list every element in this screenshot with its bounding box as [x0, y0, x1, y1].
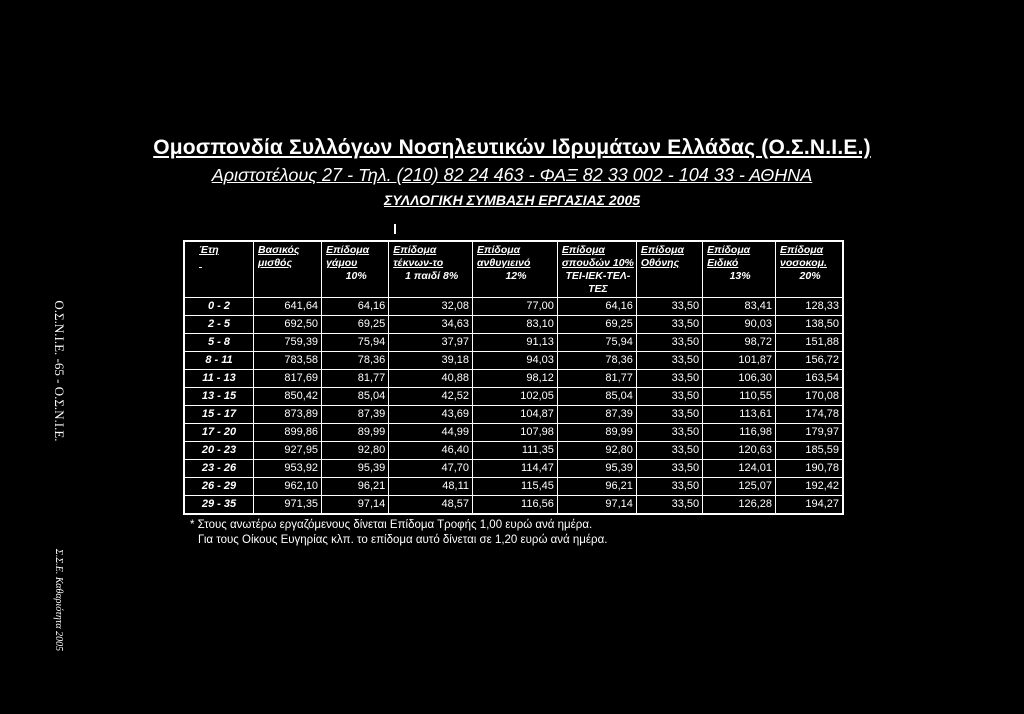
amount-cell: 87,39: [322, 406, 389, 424]
years-cell: 20 - 23: [184, 442, 253, 460]
amount-cell: 33,50: [636, 460, 702, 478]
years-cell: 2 - 5: [184, 316, 253, 334]
amount-cell: 78,36: [557, 352, 636, 370]
table-row: [184, 370, 843, 388]
column-header-l2: [199, 257, 251, 270]
amount-cell: 641,64: [253, 298, 321, 316]
amount-cell: 953,92: [253, 460, 321, 478]
column-header-l2: Οθόνης: [640, 257, 680, 269]
column-header: [253, 241, 321, 298]
years-cell: 8 - 11: [184, 352, 253, 370]
amount-cell: 89,99: [557, 424, 636, 442]
column-header-l1: Έτη: [199, 244, 219, 256]
amount-cell: 44,99: [389, 424, 473, 442]
amount-cell: 95,39: [322, 460, 389, 478]
column-header: [703, 241, 776, 298]
table-row: [184, 316, 843, 334]
table-row: [184, 406, 843, 424]
amount-cell: 126,28: [703, 496, 776, 515]
column-header-l3: 20%: [799, 270, 821, 282]
amount-cell: 33,50: [636, 496, 702, 515]
column-header-l2: μισθός: [257, 257, 293, 269]
amount-cell: 81,77: [322, 370, 389, 388]
amount-cell: 42,52: [389, 388, 473, 406]
amount-cell: 120,63: [703, 442, 776, 460]
amount-cell: 192,42: [776, 478, 843, 496]
column-header-l1: Επίδομα: [393, 244, 437, 256]
amount-cell: 75,94: [322, 334, 389, 352]
years-cell: 5 - 8: [184, 334, 253, 352]
years-cell: 29 - 35: [184, 496, 253, 515]
column-header-l1: Επίδομα: [640, 244, 684, 256]
notes: [190, 518, 607, 548]
amount-cell: 110,55: [703, 388, 776, 406]
column-header: [184, 241, 253, 298]
column-header: [473, 241, 558, 298]
amount-cell: 151,88: [776, 334, 843, 352]
amount-cell: 783,58: [253, 352, 321, 370]
amount-cell: 83,10: [473, 316, 558, 334]
table-body: [184, 298, 843, 515]
table-row: [184, 298, 843, 316]
amount-cell: 102,05: [473, 388, 558, 406]
amount-cell: 85,04: [557, 388, 636, 406]
amount-cell: 64,16: [557, 298, 636, 316]
table-row: [184, 460, 843, 478]
column-header: [322, 241, 389, 298]
table-row: [184, 388, 843, 406]
column-header-l1: Επίδομα: [326, 244, 370, 256]
amount-cell: 817,69: [253, 370, 321, 388]
amount-cell: 81,77: [557, 370, 636, 388]
amount-cell: 96,21: [557, 478, 636, 496]
amount-cell: 39,18: [389, 352, 473, 370]
amount-cell: 98,72: [703, 334, 776, 352]
column-header-l2: ανθυγιεινό: [477, 257, 531, 269]
amount-cell: 33,50: [636, 424, 702, 442]
amount-cell: 190,78: [776, 460, 843, 478]
amount-cell: 179,97: [776, 424, 843, 442]
years-cell: 13 - 15: [184, 388, 253, 406]
column-header-l1: Βασικός: [257, 244, 300, 256]
amount-cell: 89,99: [322, 424, 389, 442]
table-row: [184, 334, 843, 352]
table-row: [184, 352, 843, 370]
amount-cell: 48,11: [389, 478, 473, 496]
amount-cell: 33,50: [636, 298, 702, 316]
amount-cell: 75,94: [557, 334, 636, 352]
amount-cell: 87,39: [557, 406, 636, 424]
amount-cell: 85,04: [322, 388, 389, 406]
amount-cell: 48,57: [389, 496, 473, 515]
amount-cell: 33,50: [636, 316, 702, 334]
amount-cell: 138,50: [776, 316, 843, 334]
table-row: [184, 496, 843, 515]
amount-cell: 163,54: [776, 370, 843, 388]
column-header: [557, 241, 636, 298]
amount-cell: 69,25: [322, 316, 389, 334]
amount-cell: 92,80: [557, 442, 636, 460]
amount-cell: 170,08: [776, 388, 843, 406]
amount-cell: 33,50: [636, 478, 702, 496]
column-header-l3: [258, 270, 319, 283]
amount-cell: 124,01: [703, 460, 776, 478]
amount-cell: 128,33: [776, 298, 843, 316]
column-header-l1: Επίδομα: [561, 244, 605, 256]
amount-cell: 194,27: [776, 496, 843, 515]
amount-cell: 34,63: [389, 316, 473, 334]
years-cell: 23 - 26: [184, 460, 253, 478]
amount-cell: 111,35: [473, 442, 558, 460]
amount-cell: 101,87: [703, 352, 776, 370]
amount-cell: 33,50: [636, 388, 702, 406]
amount-cell: 114,47: [473, 460, 558, 478]
agreement-title: ΣΥΛΛΟΓΙΚΗ ΣΥΜΒΑΣΗ ΕΡΓΑΣΙΑΣ 2005: [383, 192, 641, 208]
amount-cell: 33,50: [636, 406, 702, 424]
table-row: [184, 478, 843, 496]
amount-cell: 156,72: [776, 352, 843, 370]
header-tick-mark: [394, 224, 396, 234]
amount-cell: 33,50: [636, 334, 702, 352]
amount-cell: 97,14: [322, 496, 389, 515]
amount-cell: 90,03: [703, 316, 776, 334]
amount-cell: 69,25: [557, 316, 636, 334]
column-header-l2: νοσοκομ.: [780, 257, 827, 269]
amount-cell: 116,98: [703, 424, 776, 442]
amount-cell: 927,95: [253, 442, 321, 460]
years-cell: 11 - 13: [184, 370, 253, 388]
amount-cell: 91,13: [473, 334, 558, 352]
amount-cell: 78,36: [322, 352, 389, 370]
amount-cell: 94,03: [473, 352, 558, 370]
table-row: [184, 424, 843, 442]
column-header-l2: τέκνων-το: [393, 257, 444, 269]
amount-cell: 107,98: [473, 424, 558, 442]
amount-cell: 873,89: [253, 406, 321, 424]
amount-cell: 40,88: [389, 370, 473, 388]
column-header-l3: ΤΕΙ-ΙΕΚ-ΤΕΛ-ΤΕΣ: [565, 270, 631, 295]
column-header-l3: 12%: [505, 270, 527, 282]
column-header-l3: 10%: [345, 270, 367, 282]
amount-cell: 98,12: [473, 370, 558, 388]
years-cell: 26 - 29: [184, 478, 253, 496]
note-elderly-homes: Για τους Οίκους Ευγηρίας κλπ. το επίδομα αυτό δίνεται σε 1,20 ευρώ ανά ημέρα.: [198, 534, 608, 546]
column-header-l2: γάμου: [326, 257, 358, 269]
amount-cell: 92,80: [322, 442, 389, 460]
amount-cell: 83,41: [703, 298, 776, 316]
amount-cell: 64,16: [322, 298, 389, 316]
column-header-l2: σπουδών 10%: [561, 257, 634, 269]
column-header-l1: Επίδομα: [477, 244, 521, 256]
amount-cell: 37,97: [389, 334, 473, 352]
years-cell: 17 - 20: [184, 424, 253, 442]
amount-cell: 113,61: [703, 406, 776, 424]
table-header-row: [184, 241, 843, 298]
column-header-l3: [641, 270, 700, 283]
amount-cell: 97,14: [557, 496, 636, 515]
years-cell: 15 - 17: [184, 406, 253, 424]
amount-cell: 46,40: [389, 442, 473, 460]
column-header: [389, 241, 473, 298]
amount-cell: 33,50: [636, 442, 702, 460]
amount-cell: 32,08: [389, 298, 473, 316]
amount-cell: 43,69: [389, 406, 473, 424]
federation-title: Ομοσπονδία Συλλόγων Νοσηλευτικών Ιδρυμάτων Ελλάδας (Ο.Σ.Ν.Ι.Ε.): [153, 136, 871, 159]
column-header: [636, 241, 702, 298]
amount-cell: 96,21: [322, 478, 389, 496]
amount-cell: 899,86: [253, 424, 321, 442]
column-header-l3: 1 παιδί 8%: [405, 270, 459, 282]
amount-cell: 104,87: [473, 406, 558, 424]
column-header-l3: 13%: [729, 270, 751, 282]
amount-cell: 33,50: [636, 370, 702, 388]
column-header-l3: [199, 270, 251, 283]
amount-cell: 116,56: [473, 496, 558, 515]
amount-cell: 850,42: [253, 388, 321, 406]
amount-cell: 759,39: [253, 334, 321, 352]
amount-cell: 125,07: [703, 478, 776, 496]
salary-table: [183, 240, 844, 515]
column-header-l1: Επίδομα: [707, 244, 751, 256]
note-meal-allowance: * Στους ανωτέρω εργαζόμενους δίνεται Επίδομα Τροφής 1,00 ευρώ ανά ημέρα.: [190, 519, 593, 531]
amount-cell: 962,10: [253, 478, 321, 496]
amount-cell: 33,50: [636, 352, 702, 370]
amount-cell: 115,45: [473, 478, 558, 496]
amount-cell: 77,00: [473, 298, 558, 316]
table-row: [184, 442, 843, 460]
amount-cell: 47,70: [389, 460, 473, 478]
amount-cell: 106,30: [703, 370, 776, 388]
years-cell: 0 - 2: [184, 298, 253, 316]
amount-cell: 95,39: [557, 460, 636, 478]
amount-cell: 971,35: [253, 496, 321, 515]
side-vertical-footer: Σ.Σ.Ε. Καθαριότητα 2005: [53, 548, 64, 652]
amount-cell: 692,50: [253, 316, 321, 334]
address-line: Αριστοτέλους 27 - Τηλ. (210) 82 24 463 - ΦΑΞ 82 33 002 - 104 33 - ΑΘΗΝΑ: [211, 165, 813, 185]
column-header-l1: Επίδομα: [780, 244, 824, 256]
amount-cell: 174,78: [776, 406, 843, 424]
column-header: [776, 241, 843, 298]
column-header-l2: Ειδικό: [707, 257, 739, 269]
amount-cell: 185,59: [776, 442, 843, 460]
side-vertical-text: Ο.Σ.Ν.Ι.Ε. -65 - Ο.Σ.Ν.Ι.Ε.: [52, 300, 67, 442]
